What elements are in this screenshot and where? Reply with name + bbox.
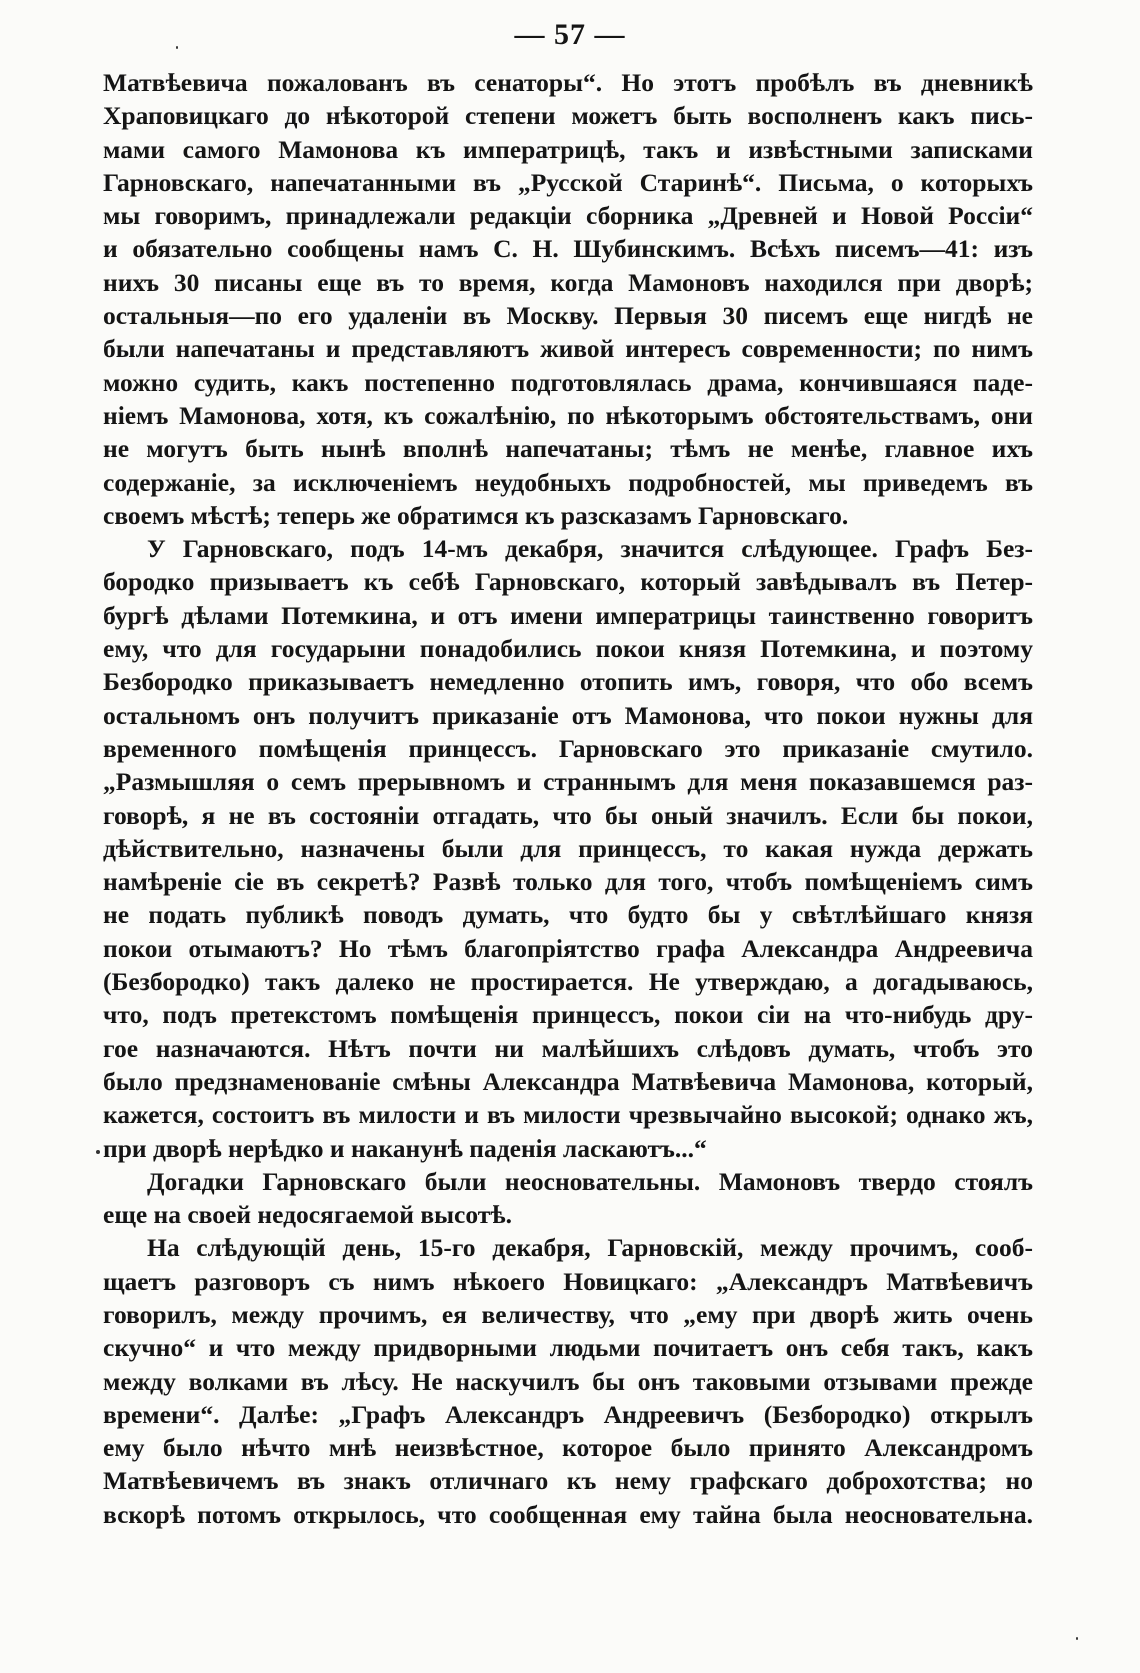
text-line: еще на своей недосягаемой высотѣ. [103, 1200, 512, 1230]
text-line: дѣйствительно, назначены были для принцессъ, то какая нужда держать [103, 833, 1033, 863]
text-line: временного помѣщенія принцессъ. Гарновскаго это приказаніе смутило. [103, 733, 1033, 763]
text-line: и обязательно сообщены намъ С. Н. Шубинскимъ. Всѣхъ писемъ—41: изъ [103, 234, 1033, 264]
text-line: не могутъ быть нынѣ вполнѣ напечатаны; тѣмъ не менѣе, главное ихъ [103, 434, 1033, 464]
text-line: вскорѣ потомъ открылось, что сообщенная ему тайна была неосновательна. [103, 1499, 1033, 1529]
text-line: что, подъ претекстомъ помѣщенія принцессъ, покои сіи на что-нибудь дру- [103, 1000, 1033, 1030]
text-line: мы говоримъ, принадлежали редакціи сборника „Древней и Новой Россіи“ [103, 201, 1033, 231]
text-line: ніемъ Мамонова, хотя, къ сожалѣнію, по нѣкоторымъ обстоятельствамъ, они [103, 400, 1033, 430]
text-line: нихъ 30 писаны еще въ то время, когда Мамоновъ находился при дворѣ; [103, 267, 1033, 297]
text-line: между волками въ лѣсу. Не наскучилъ бы онъ таковыми отзывами прежде [103, 1366, 1033, 1396]
text-line: кажется, состоитъ въ милости и въ милости чрезвычайно высокой; однако жъ, [103, 1100, 1033, 1130]
text-line: говорѣ, я не въ состояніи отгадать, что бы оный значилъ. Если бы покои, [103, 800, 1033, 830]
text-line: Матвѣевичемъ въ знакъ отличнаго къ нему графскаго доброхотства; но [103, 1466, 1033, 1496]
text-line: бургѣ дѣлами Потемкина, и отъ имени императрицы таинственно говоритъ [103, 600, 1033, 630]
text-line: покои отымаютъ? Но тѣмъ благопріятство графа Александра Андреевича [103, 933, 1033, 963]
text-line: мами самого Мамонова къ императрицѣ, такъ и извѣстными записками [103, 134, 1033, 164]
print-speck [176, 46, 178, 49]
text-line: „Размышляя о семъ прерывномъ и страннымъ для меня показавшемся раз- [103, 767, 1033, 797]
text-line: гое назначаются. Нѣтъ почти ни малѣйшихъ слѣдовъ думать, чтобъ это [103, 1033, 1033, 1063]
text-line: остальномъ онъ получитъ приказаніе отъ Мамонова, что покои нужны для [103, 700, 1033, 730]
text-line: было предзнаменованіе смѣны Александра Матвѣевича Мамонова, который, [103, 1066, 1033, 1096]
text-line: Безбородко приказываетъ немедленно отопить имъ, говоря, что обо всемъ [103, 667, 1033, 697]
text-line: ему было нѣчто мнѣ неизвѣстное, которое было принято Александромъ [103, 1433, 1033, 1463]
print-speck [1076, 1637, 1078, 1640]
text-line: времени“. Далѣе: „Графъ Александръ Андреевичъ (Безбородко) открылъ [103, 1399, 1033, 1429]
text-line: были напечатаны и представляютъ живой интересъ современности; по нимъ [103, 334, 1033, 364]
text-line: содержаніе, за исключеніемъ неудобныхъ подробностей, мы приведемъ въ [103, 467, 1033, 497]
text-line: скучно“ и что между придворными людьми почитаетъ онъ себя такъ, какъ [103, 1333, 1033, 1363]
text-line: не подать публикѣ поводъ думать, что будто бы у свѣтлѣйшаго князя [103, 900, 1033, 930]
text-line: своемъ мѣстѣ; теперь же обратимся къ разсказамъ Гарновскаго. [103, 500, 849, 530]
text-line: ему, что для государыни понадобились покои князя Потемкина, и поэтому [103, 634, 1033, 664]
text-line: Гарновскаго, напечатанными въ „Русской Старинѣ“. Письма, о которыхъ [103, 167, 1033, 197]
text-line: остальныя—по его удаленіи въ Москву. Первыя 30 писемъ еще нигдѣ не [103, 301, 1033, 331]
text-line: (Безбородко) такъ далеко не простирается. Не утверждаю, а догадываюсь, [103, 967, 1033, 997]
text-line: можно судить, какъ постепенно подготовлялась драма, кончившаяся паде- [103, 367, 1033, 397]
text-line: намѣреніе сіе въ секретѣ? Развѣ только для того, чтобъ помѣщеніемъ симъ [103, 867, 1033, 897]
text-line: Храповицкаго до нѣкоторой степени можетъ быть восполненъ какъ пись- [103, 101, 1033, 131]
text-line: бородко призываетъ къ себѣ Гарновскаго, который завѣдывалъ въ Петер- [103, 567, 1033, 597]
text-line: На слѣдующій день, 15-го декабря, Гарновскій, между прочимъ, сооб- [147, 1233, 1033, 1263]
text-line: Матвѣевича пожалованъ въ сенаторы“. Но этотъ пробѣлъ въ дневникѣ [103, 68, 1033, 97]
text-line: У Гарновскаго, подъ 14-мъ декабря, значится слѣдующее. Графъ Без- [147, 534, 1033, 564]
text-line: щаетъ разговоръ съ нимъ нѣкоего Новицкаго: „Александръ Матвѣевичъ [103, 1266, 1033, 1296]
text-line: говорилъ, между прочимъ, ея величеству, что „ему при дворѣ жить очень [103, 1299, 1033, 1329]
page-number: — 57 — [514, 18, 626, 51]
body-text [103, 66, 1033, 1531]
text-line: при дворѣ нерѣдко и наканунѣ паденія ласкаютъ...“ [103, 1133, 707, 1163]
text-line: Догадки Гарновскаго были неосновательны. Мамоновъ твердо стоялъ [147, 1166, 1033, 1196]
print-speck [96, 1150, 100, 1154]
